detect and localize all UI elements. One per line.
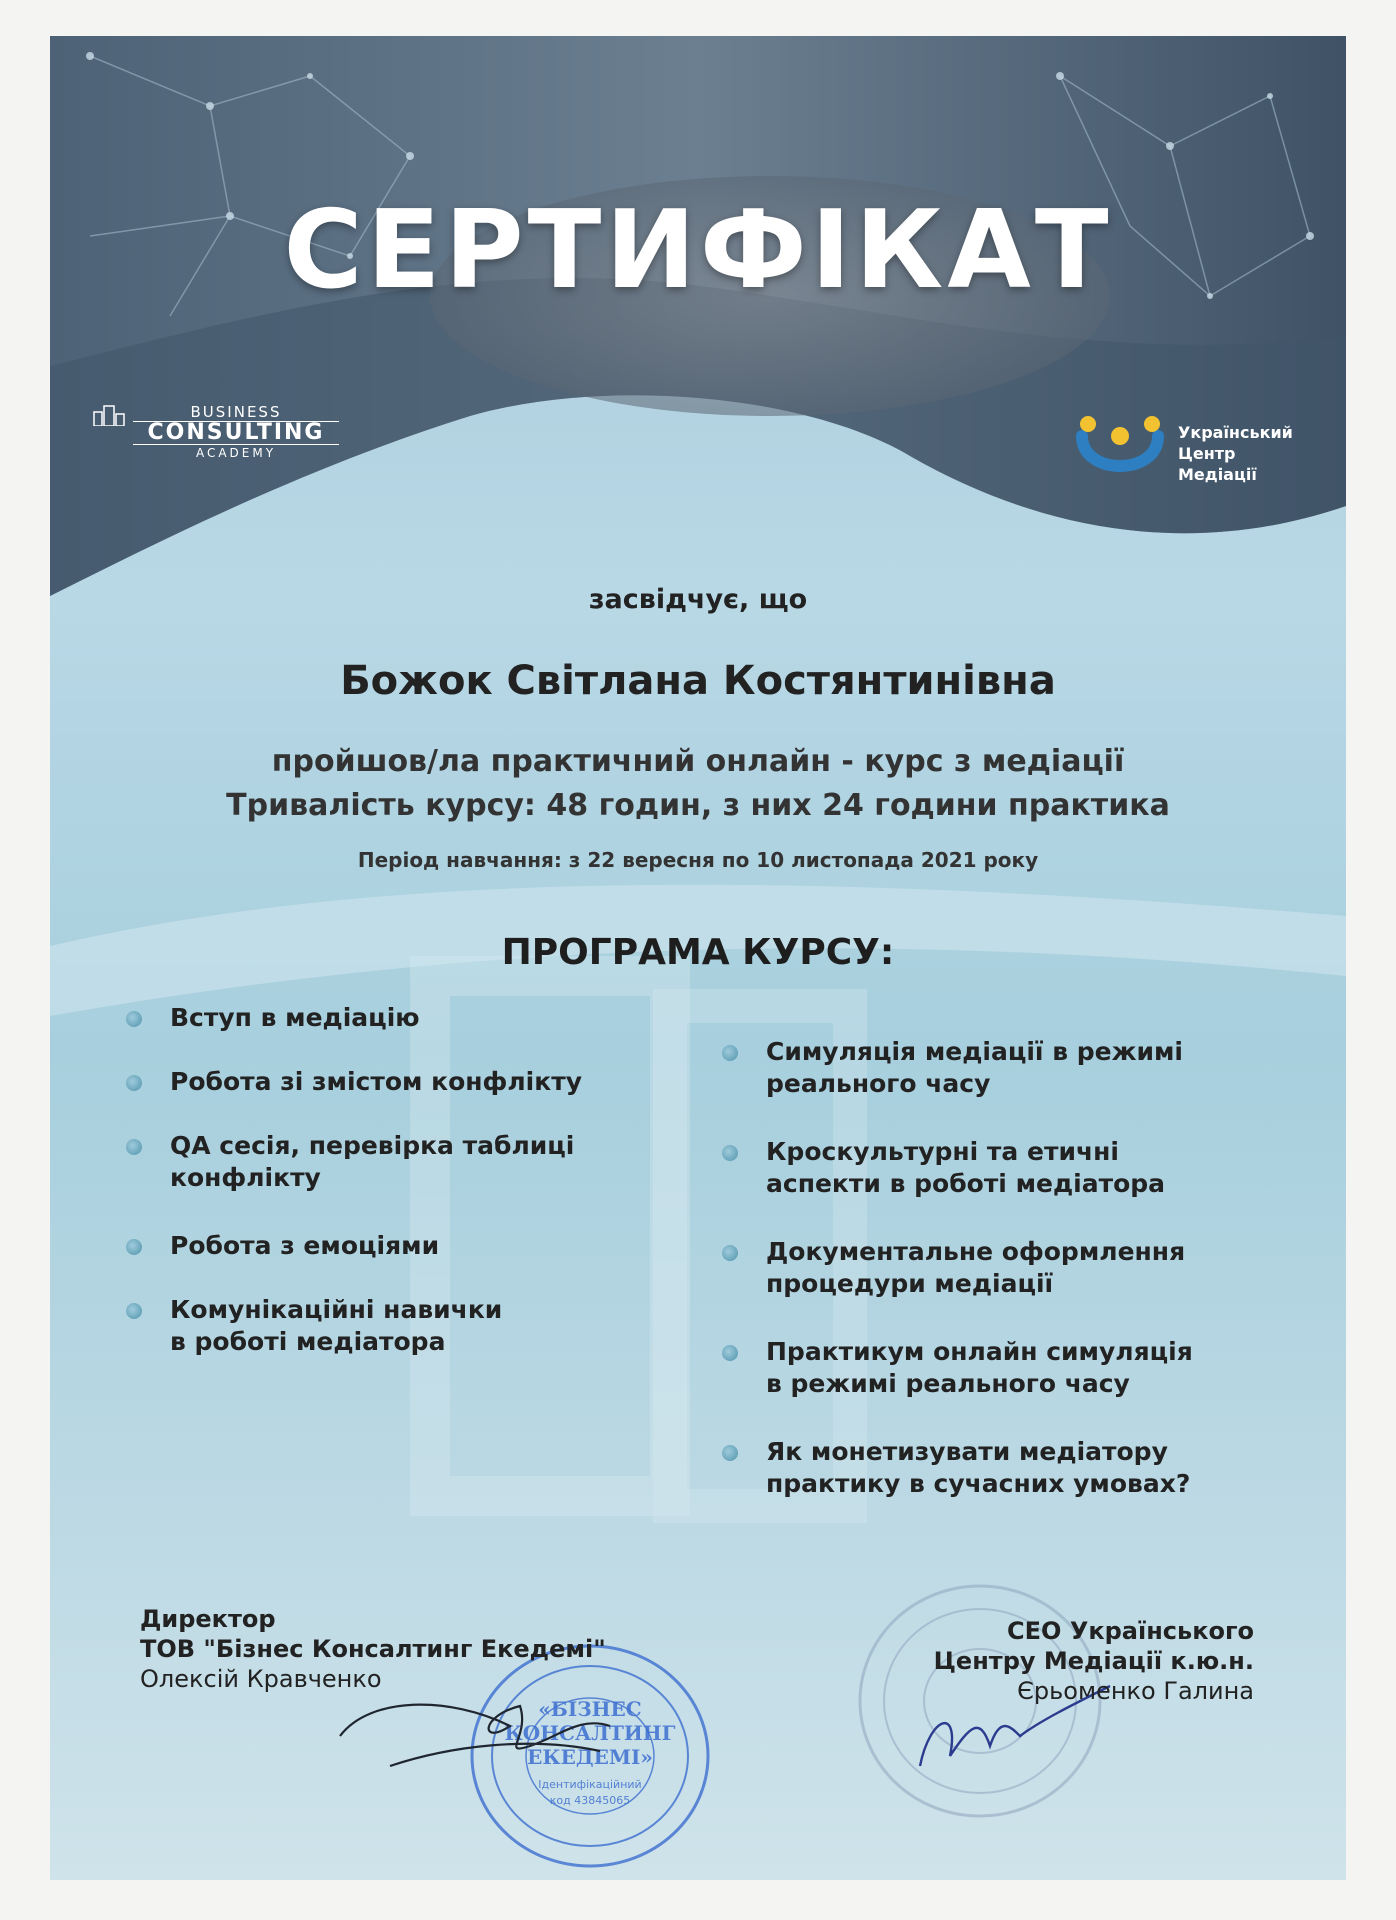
program-item xyxy=(766,1036,1226,1100)
header-banner xyxy=(50,36,1346,616)
program-item-line: Кроскультурні та етичні xyxy=(766,1137,1119,1166)
stamp-left-code: код 43845065 xyxy=(549,1794,631,1807)
bullet-dot-icon xyxy=(722,1445,738,1461)
program-item-line: Практикум онлайн симуляція xyxy=(766,1337,1193,1366)
bullet-dot-icon xyxy=(722,1245,738,1261)
program-item-line: QA сесія, перевірка таблиці xyxy=(170,1131,575,1160)
program-item xyxy=(170,1230,630,1262)
program-item xyxy=(766,1236,1226,1300)
program-item-line: реального часу xyxy=(766,1069,991,1098)
program-item xyxy=(170,1130,630,1194)
program-item-line: в роботі медіатора xyxy=(170,1327,446,1356)
stamp-left-id-label: Ідентифікаційний xyxy=(538,1778,642,1791)
bullet-dot-icon xyxy=(126,1011,142,1027)
program-item-line: Комунікаційні навички xyxy=(170,1295,503,1324)
study-period: Період навчання: з 22 вересня по 10 листопада 2021 року xyxy=(357,848,1039,872)
bullet-dot-icon xyxy=(722,1045,738,1061)
signatory-left-name: Олексій Кравченко xyxy=(140,1665,382,1693)
signatory-right xyxy=(934,1616,1254,1706)
logo-right-line1: Український xyxy=(1178,423,1293,442)
bullet-dot-icon xyxy=(126,1239,142,1255)
bullet-dot-icon xyxy=(722,1145,738,1161)
program-item-line: процедури медіації xyxy=(766,1269,1054,1298)
program-item-line: аспекти в роботі медіатора xyxy=(766,1169,1166,1198)
program-item xyxy=(170,1002,630,1034)
bullet-dot-icon xyxy=(722,1345,738,1361)
program-item-line: в режимі реального часу xyxy=(766,1369,1130,1398)
logo-right-line2: Центр xyxy=(1178,444,1236,463)
header-artwork xyxy=(50,36,1346,616)
program-item-line: конфлікту xyxy=(170,1163,321,1192)
stamp-left-line2: КОНСАЛТИНГ xyxy=(504,1721,676,1745)
business-consulting-academy-logo xyxy=(86,404,386,461)
signatory-left xyxy=(140,1604,606,1694)
program-item-line: Робота з емоціями xyxy=(170,1231,440,1260)
certifies-text: засвідчує, що xyxy=(588,584,808,615)
signatory-left-role: Директор xyxy=(140,1605,276,1633)
program-item-line: Симуляція медіації в режимі xyxy=(766,1037,1183,1066)
program-item-line: Документальне оформлення xyxy=(766,1237,1186,1266)
certificate-title: СЕРТИФІКАТ xyxy=(283,188,1113,313)
mediation-center-logo xyxy=(1070,414,1320,514)
building-icon xyxy=(86,404,136,426)
course-description: пройшов/ла практичний онлайн - курс з медіації xyxy=(271,744,1125,779)
program-item-line: Як монетизувати медіатору xyxy=(766,1437,1168,1466)
logo-right-line3: Медіації xyxy=(1178,465,1257,484)
program-item-line: Вступ в медіацію xyxy=(170,1003,420,1032)
mediation-logo-icon xyxy=(1070,414,1170,504)
signatory-left-org: ТОВ "Бізнес Консалтинг Екедемі" xyxy=(140,1635,606,1663)
program-item xyxy=(766,1336,1226,1400)
bullet-dot-icon xyxy=(126,1075,142,1091)
bullet-dot-icon xyxy=(126,1303,142,1319)
program-heading: ПРОГРАМА КУРСУ: xyxy=(501,932,895,973)
program-item xyxy=(170,1294,630,1358)
logo-left-line1: BUSINESS xyxy=(190,403,282,421)
program-item xyxy=(766,1436,1226,1500)
stamp-left-line3: ЕКЕДЕМІ» xyxy=(527,1745,653,1769)
signatory-right-name: Єрьоменко Галина xyxy=(1017,1677,1254,1705)
program-item-line: Робота зі змістом конфлікту xyxy=(170,1067,582,1096)
course-duration: Тривалість курсу: 48 годин, з них 24 години практика xyxy=(226,788,1170,823)
program-item-line: практику в сучасних умовах? xyxy=(766,1469,1191,1498)
logo-left-line2: CONSULTING xyxy=(133,421,338,445)
recipient-name: Божок Світлана Костянтинівна xyxy=(340,658,1056,704)
logo-left-line3: ACADEMY xyxy=(195,446,277,460)
signatory-right-role: CEO Українського xyxy=(1007,1617,1254,1645)
certificate xyxy=(50,36,1346,1880)
mediation-logo-text xyxy=(1178,422,1293,485)
stamp-left-line1: «БІЗНЕС xyxy=(538,1697,642,1721)
signatory-right-org: Центру Медіації к.ю.н. xyxy=(933,1647,1254,1675)
program-item xyxy=(170,1066,630,1098)
signature-left xyxy=(330,1676,630,1796)
bullet-dot-icon xyxy=(126,1139,142,1155)
program-item xyxy=(766,1136,1226,1200)
